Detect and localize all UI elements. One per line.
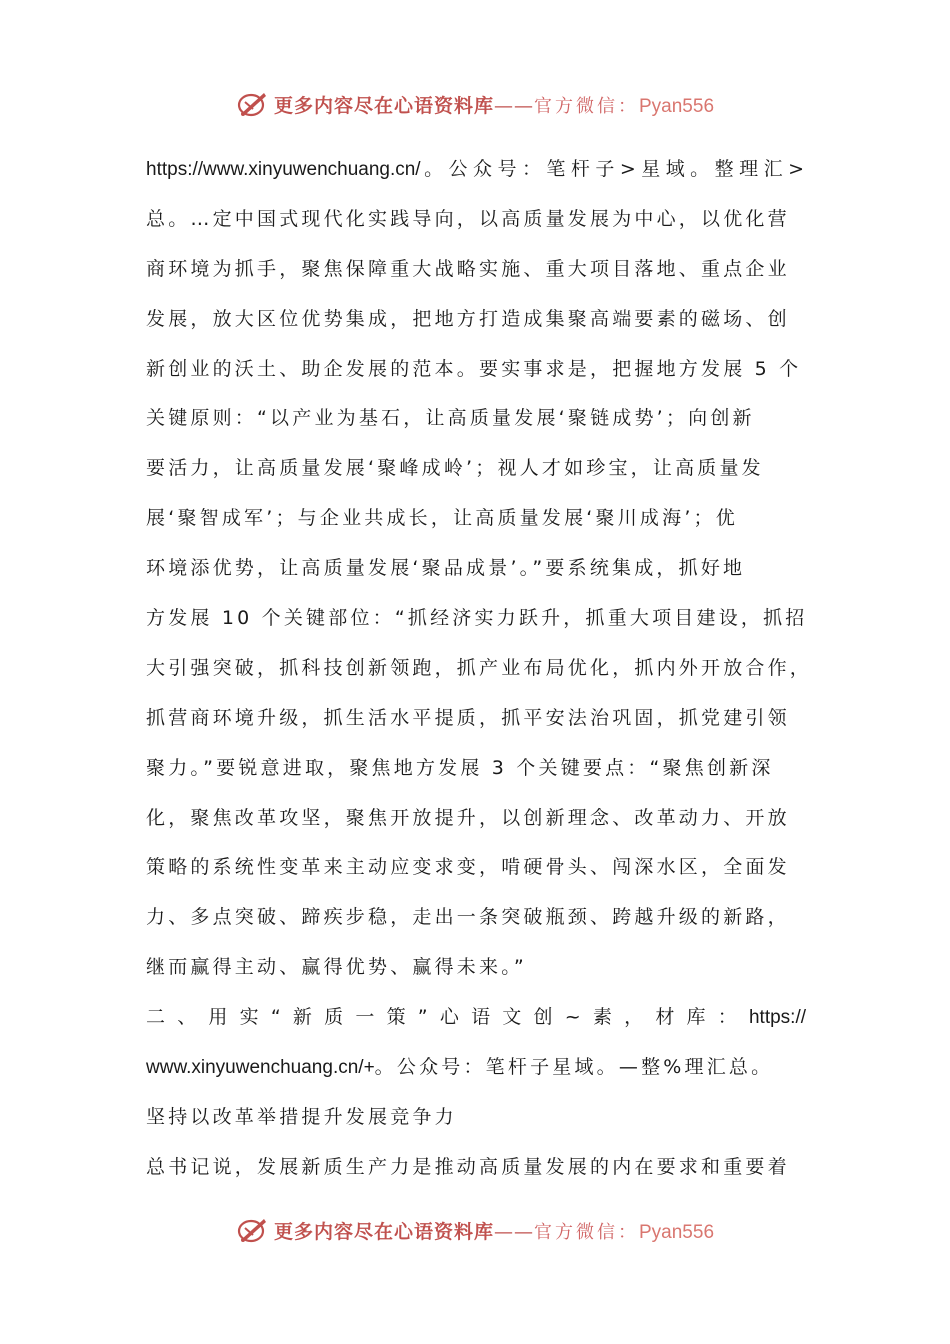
text-line: 发展，放大区位优势集成，把地方打造成集聚高端要素的磁场、创 bbox=[146, 307, 790, 330]
text-line: 关键原则：“以产业为基石，让高质量发展‘聚链成势’；向创新 bbox=[146, 407, 755, 430]
watermark-wechat-label: 官方微信： bbox=[534, 1221, 639, 1243]
line-text: 。公众号：笔杆子星域。—整%理汇总。 bbox=[374, 1056, 774, 1079]
text-line: 力、多点突破、蹄疾步稳，走出一条突破瓶颈、跨越升级的新路， bbox=[146, 906, 790, 929]
header-watermark bbox=[0, 84, 950, 124]
text-line: 方发展 10 个关键部位：“抓经济实力跃升，抓重大项目建设，抓招 bbox=[146, 607, 808, 630]
url-link: www.xinyuwenchuang.cn/+ bbox=[146, 1057, 375, 1079]
watermark-wechat-id: Pyan556 bbox=[639, 95, 715, 117]
text-line: 商环境为抓手，聚焦保障重大战略实施、重大项目落地、重点企业 bbox=[146, 257, 790, 280]
text-line: 展‘聚智成军’；与企业共成长，让高质量发展‘聚川成海’；优 bbox=[146, 507, 738, 530]
watermark-text bbox=[274, 91, 714, 118]
watermark-brand: 更多内容尽在心语资料库 bbox=[273, 94, 494, 117]
text-line: 继而赢得主动、赢得优势、赢得未来。” bbox=[146, 956, 527, 979]
section-heading-line bbox=[146, 993, 806, 1043]
text-line: 化，聚焦改革攻坚，聚焦开放提升，以创新理念、改革动力、开放 bbox=[146, 806, 790, 829]
watermark-brand: 更多内容尽在心语资料库 bbox=[273, 1220, 494, 1243]
text-line: 新创业的沃土、助企发展的范本。要实事求是，把握地方发展 5 个 bbox=[146, 357, 802, 380]
document-body bbox=[146, 145, 813, 1193]
text-line: 要活力，让高质量发展‘聚峰成岭’；视人才如珍宝，让高质量发 bbox=[146, 457, 764, 480]
line-text: 二、用实“新质一策”心语文创~素，材库： bbox=[146, 1006, 749, 1029]
text-line bbox=[146, 145, 806, 195]
watermark-wechat-label: 官方微信： bbox=[534, 95, 639, 117]
subheading: 坚持以改革举措提升发展竞争力 bbox=[146, 1105, 457, 1128]
url-link: https:// bbox=[748, 1007, 806, 1029]
url-link: https://www.xinyuwenchuang.cn/ bbox=[146, 159, 421, 180]
watermark-separator: —— bbox=[494, 1220, 534, 1243]
quill-logo-icon bbox=[236, 1213, 270, 1247]
quill-logo-icon bbox=[236, 87, 270, 121]
text-line: 总。…定中国式现代化实践导向，以高质量发展为中心，以优化营 bbox=[146, 207, 790, 230]
line-text: 。公众号：笔杆子>星域。整理汇> bbox=[420, 158, 806, 180]
text-line: 环境添优势，让高质量发展‘聚品成景’。”要系统集成，抓好地 bbox=[146, 557, 746, 580]
text-line: 抓营商环境升级，抓生活水平提质，抓平安法治巩固，抓党建引领 bbox=[146, 706, 790, 729]
text-line: 聚力。”要锐意进取，聚焦地方发展 3 个关键要点：“聚焦创新深 bbox=[146, 756, 774, 779]
text-line bbox=[146, 1043, 806, 1093]
text-line: 总书记说，发展新质生产力是推动高质量发展的内在要求和重要着 bbox=[146, 1155, 790, 1178]
text-line: 大引强突破，抓科技创新领跑，抓产业布局优化，抓内外开放合作， bbox=[146, 656, 813, 679]
text-line: 策略的系统性变革来主动应变求变，啃硬骨头、闯深水区，全面发 bbox=[146, 856, 790, 879]
footer-watermark bbox=[0, 1210, 950, 1250]
watermark-text bbox=[274, 1217, 714, 1244]
watermark-separator: —— bbox=[494, 94, 534, 117]
watermark-wechat-id: Pyan556 bbox=[639, 1221, 715, 1243]
